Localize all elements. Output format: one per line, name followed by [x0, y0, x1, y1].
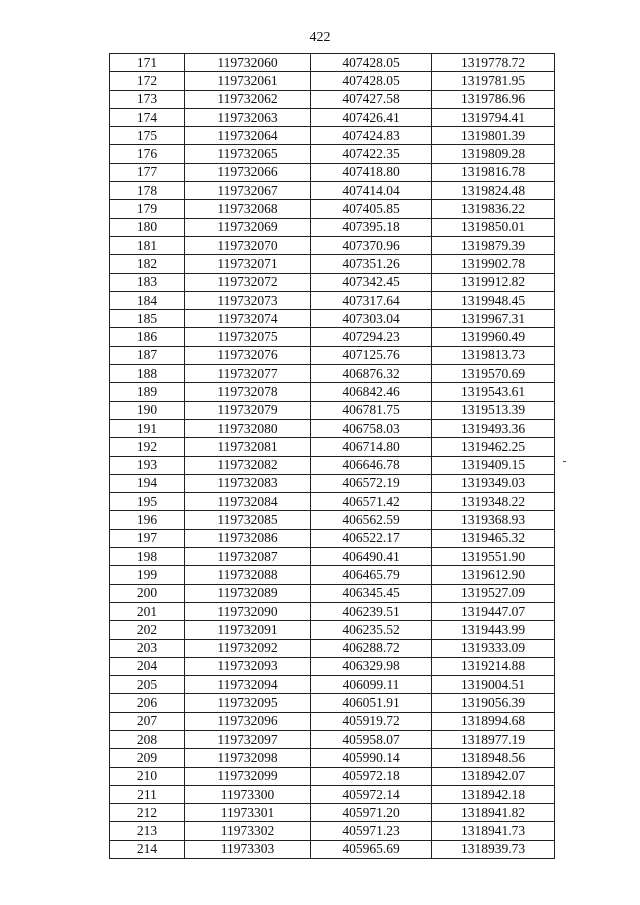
x-coordinate-cell: 406329.98 — [311, 657, 432, 675]
x-coordinate-cell: 406876.32 — [311, 365, 432, 383]
table-row — [110, 383, 555, 401]
row-index-cell: 213 — [110, 822, 185, 840]
y-coordinate-cell: 1319570.69 — [432, 365, 555, 383]
point-id-cell: 119732079 — [185, 401, 311, 419]
table-row — [110, 72, 555, 90]
x-coordinate-cell: 406051.91 — [311, 694, 432, 712]
row-index-cell: 210 — [110, 767, 185, 785]
x-coordinate-cell: 406345.45 — [311, 584, 432, 602]
row-index-cell: 183 — [110, 273, 185, 291]
point-id-cell: 119732073 — [185, 291, 311, 309]
y-coordinate-cell: 1318948.56 — [432, 749, 555, 767]
table-row — [110, 749, 555, 767]
table-row — [110, 602, 555, 620]
point-id-cell: 11973301 — [185, 804, 311, 822]
table-row — [110, 145, 555, 163]
point-id-cell: 119732070 — [185, 236, 311, 254]
point-id-cell: 119732097 — [185, 730, 311, 748]
row-index-cell: 200 — [110, 584, 185, 602]
table-row — [110, 365, 555, 383]
row-index-cell: 195 — [110, 493, 185, 511]
table-row — [110, 712, 555, 730]
row-index-cell: 198 — [110, 548, 185, 566]
point-id-cell: 119732076 — [185, 346, 311, 364]
y-coordinate-cell: 1319794.41 — [432, 108, 555, 126]
y-coordinate-cell: 1319368.93 — [432, 511, 555, 529]
x-coordinate-cell: 407294.23 — [311, 328, 432, 346]
y-coordinate-cell: 1318994.68 — [432, 712, 555, 730]
y-coordinate-cell: 1319443.99 — [432, 621, 555, 639]
row-index-cell: 203 — [110, 639, 185, 657]
x-coordinate-cell: 405971.20 — [311, 804, 432, 822]
table-row — [110, 639, 555, 657]
point-id-cell: 119732072 — [185, 273, 311, 291]
point-id-cell: 119732061 — [185, 72, 311, 90]
table-row — [110, 218, 555, 236]
y-coordinate-cell: 1319902.78 — [432, 255, 555, 273]
row-index-cell: 181 — [110, 236, 185, 254]
row-index-cell: 214 — [110, 840, 185, 858]
row-index-cell: 192 — [110, 438, 185, 456]
row-index-cell: 179 — [110, 200, 185, 218]
point-id-cell: 119732085 — [185, 511, 311, 529]
point-id-cell: 119732074 — [185, 310, 311, 328]
x-coordinate-cell: 407125.76 — [311, 346, 432, 364]
table-row — [110, 548, 555, 566]
x-coordinate-cell: 406572.19 — [311, 474, 432, 492]
row-index-cell: 194 — [110, 474, 185, 492]
x-coordinate-cell: 407428.05 — [311, 54, 432, 72]
table-row — [110, 346, 555, 364]
x-coordinate-cell: 407424.83 — [311, 127, 432, 145]
table-row — [110, 182, 555, 200]
row-index-cell: 199 — [110, 566, 185, 584]
x-coordinate-cell: 407426.41 — [311, 108, 432, 126]
x-coordinate-cell: 406571.42 — [311, 493, 432, 511]
y-coordinate-cell: 1319493.36 — [432, 419, 555, 437]
x-coordinate-cell: 406239.51 — [311, 602, 432, 620]
y-coordinate-cell: 1319447.07 — [432, 602, 555, 620]
table-row — [110, 822, 555, 840]
row-index-cell: 178 — [110, 182, 185, 200]
x-coordinate-cell: 407342.45 — [311, 273, 432, 291]
table-row — [110, 255, 555, 273]
row-index-cell: 182 — [110, 255, 185, 273]
x-coordinate-cell: 407405.85 — [311, 200, 432, 218]
row-index-cell: 180 — [110, 218, 185, 236]
table-row — [110, 566, 555, 584]
row-index-cell: 209 — [110, 749, 185, 767]
point-id-cell: 119732092 — [185, 639, 311, 657]
y-coordinate-cell: 1318942.07 — [432, 767, 555, 785]
y-coordinate-cell: 1319813.73 — [432, 346, 555, 364]
point-id-cell: 119732064 — [185, 127, 311, 145]
y-coordinate-cell: 1319967.31 — [432, 310, 555, 328]
x-coordinate-cell: 405965.69 — [311, 840, 432, 858]
y-coordinate-cell: 1319801.39 — [432, 127, 555, 145]
point-id-cell: 119732066 — [185, 163, 311, 181]
row-index-cell: 172 — [110, 72, 185, 90]
row-index-cell: 171 — [110, 54, 185, 72]
table-row — [110, 676, 555, 694]
point-id-cell: 119732080 — [185, 419, 311, 437]
point-id-cell: 119732086 — [185, 529, 311, 547]
point-id-cell: 119732099 — [185, 767, 311, 785]
table-row — [110, 108, 555, 126]
y-coordinate-cell: 1319333.09 — [432, 639, 555, 657]
point-id-cell: 119732098 — [185, 749, 311, 767]
point-id-cell: 119732063 — [185, 108, 311, 126]
table-row — [110, 273, 555, 291]
point-id-cell: 119732091 — [185, 621, 311, 639]
row-index-cell: 174 — [110, 108, 185, 126]
row-index-cell: 206 — [110, 694, 185, 712]
x-coordinate-cell: 406522.17 — [311, 529, 432, 547]
x-coordinate-cell: 406465.79 — [311, 566, 432, 584]
point-id-cell: 119732083 — [185, 474, 311, 492]
table-row — [110, 584, 555, 602]
x-coordinate-cell: 407422.35 — [311, 145, 432, 163]
point-id-cell: 119732069 — [185, 218, 311, 236]
point-id-cell: 119732082 — [185, 456, 311, 474]
y-coordinate-cell: 1318941.73 — [432, 822, 555, 840]
x-coordinate-cell: 407395.18 — [311, 218, 432, 236]
table-row — [110, 694, 555, 712]
y-coordinate-cell: 1318941.82 — [432, 804, 555, 822]
row-index-cell: 186 — [110, 328, 185, 346]
row-index-cell: 176 — [110, 145, 185, 163]
table-row — [110, 200, 555, 218]
table-row — [110, 730, 555, 748]
y-coordinate-cell: 1318942.18 — [432, 785, 555, 803]
row-index-cell: 211 — [110, 785, 185, 803]
table-row — [110, 54, 555, 72]
row-index-cell: 207 — [110, 712, 185, 730]
x-coordinate-cell: 406099.11 — [311, 676, 432, 694]
y-coordinate-cell: 1319778.72 — [432, 54, 555, 72]
x-coordinate-cell: 407351.26 — [311, 255, 432, 273]
x-coordinate-cell: 407427.58 — [311, 90, 432, 108]
x-coordinate-cell: 406562.59 — [311, 511, 432, 529]
point-id-cell: 119732075 — [185, 328, 311, 346]
row-index-cell: 212 — [110, 804, 185, 822]
y-coordinate-cell: 1319214.88 — [432, 657, 555, 675]
table-row — [110, 474, 555, 492]
y-coordinate-cell: 1319004.51 — [432, 676, 555, 694]
point-id-cell: 119732089 — [185, 584, 311, 602]
x-coordinate-cell: 405958.07 — [311, 730, 432, 748]
y-coordinate-cell: 1319348.22 — [432, 493, 555, 511]
row-index-cell: 205 — [110, 676, 185, 694]
y-coordinate-cell: 1319879.39 — [432, 236, 555, 254]
y-coordinate-cell: 1319465.32 — [432, 529, 555, 547]
point-id-cell: 119732090 — [185, 602, 311, 620]
table-row — [110, 493, 555, 511]
table-row — [110, 511, 555, 529]
table-row — [110, 804, 555, 822]
point-id-cell: 119732065 — [185, 145, 311, 163]
row-index-cell: 191 — [110, 419, 185, 437]
table-row — [110, 291, 555, 309]
x-coordinate-cell: 407370.96 — [311, 236, 432, 254]
margin-mark — [563, 461, 566, 462]
point-id-cell: 11973302 — [185, 822, 311, 840]
table-row — [110, 456, 555, 474]
row-index-cell: 177 — [110, 163, 185, 181]
x-coordinate-cell: 406288.72 — [311, 639, 432, 657]
point-id-cell: 11973300 — [185, 785, 311, 803]
row-index-cell: 184 — [110, 291, 185, 309]
y-coordinate-cell: 1319781.95 — [432, 72, 555, 90]
point-id-cell: 11973303 — [185, 840, 311, 858]
y-coordinate-cell: 1319948.45 — [432, 291, 555, 309]
x-coordinate-cell: 406490.41 — [311, 548, 432, 566]
table-row — [110, 657, 555, 675]
row-index-cell: 187 — [110, 346, 185, 364]
x-coordinate-cell: 407414.04 — [311, 182, 432, 200]
y-coordinate-cell: 1319056.39 — [432, 694, 555, 712]
point-id-cell: 119732096 — [185, 712, 311, 730]
table-row — [110, 621, 555, 639]
y-coordinate-cell: 1319786.96 — [432, 90, 555, 108]
row-index-cell: 204 — [110, 657, 185, 675]
x-coordinate-cell: 405990.14 — [311, 749, 432, 767]
y-coordinate-cell: 1319462.25 — [432, 438, 555, 456]
coordinates-table-body — [110, 54, 555, 859]
point-id-cell: 119732087 — [185, 548, 311, 566]
y-coordinate-cell: 1319513.39 — [432, 401, 555, 419]
table-row — [110, 419, 555, 437]
x-coordinate-cell: 405919.72 — [311, 712, 432, 730]
point-id-cell: 119732088 — [185, 566, 311, 584]
point-id-cell: 119732094 — [185, 676, 311, 694]
row-index-cell: 190 — [110, 401, 185, 419]
y-coordinate-cell: 1319850.01 — [432, 218, 555, 236]
x-coordinate-cell: 405971.23 — [311, 822, 432, 840]
table-row — [110, 328, 555, 346]
y-coordinate-cell: 1319809.28 — [432, 145, 555, 163]
y-coordinate-cell: 1318977.19 — [432, 730, 555, 748]
row-index-cell: 208 — [110, 730, 185, 748]
row-index-cell: 202 — [110, 621, 185, 639]
y-coordinate-cell: 1319551.90 — [432, 548, 555, 566]
x-coordinate-cell: 407418.80 — [311, 163, 432, 181]
table-row — [110, 401, 555, 419]
point-id-cell: 119732062 — [185, 90, 311, 108]
row-index-cell: 189 — [110, 383, 185, 401]
table-row — [110, 310, 555, 328]
x-coordinate-cell: 407303.04 — [311, 310, 432, 328]
point-id-cell: 119732081 — [185, 438, 311, 456]
point-id-cell: 119732060 — [185, 54, 311, 72]
page-number: 422 — [309, 30, 331, 45]
table-row — [110, 90, 555, 108]
y-coordinate-cell: 1319836.22 — [432, 200, 555, 218]
point-id-cell: 119732078 — [185, 383, 311, 401]
x-coordinate-cell: 405972.14 — [311, 785, 432, 803]
x-coordinate-cell: 406781.75 — [311, 401, 432, 419]
y-coordinate-cell: 1319543.61 — [432, 383, 555, 401]
x-coordinate-cell: 405972.18 — [311, 767, 432, 785]
point-id-cell: 119732084 — [185, 493, 311, 511]
row-index-cell: 188 — [110, 365, 185, 383]
x-coordinate-cell: 406714.80 — [311, 438, 432, 456]
row-index-cell: 193 — [110, 456, 185, 474]
table-row — [110, 163, 555, 181]
y-coordinate-cell: 1319409.15 — [432, 456, 555, 474]
x-coordinate-cell: 406758.03 — [311, 419, 432, 437]
row-index-cell: 201 — [110, 602, 185, 620]
table-row — [110, 785, 555, 803]
y-coordinate-cell: 1319612.90 — [432, 566, 555, 584]
x-coordinate-cell: 407317.64 — [311, 291, 432, 309]
table-row — [110, 529, 555, 547]
y-coordinate-cell: 1319824.48 — [432, 182, 555, 200]
y-coordinate-cell: 1319349.03 — [432, 474, 555, 492]
y-coordinate-cell: 1319960.49 — [432, 328, 555, 346]
point-id-cell: 119732067 — [185, 182, 311, 200]
row-index-cell: 196 — [110, 511, 185, 529]
y-coordinate-cell: 1318939.73 — [432, 840, 555, 858]
table-row — [110, 840, 555, 858]
x-coordinate-cell: 407428.05 — [311, 72, 432, 90]
point-id-cell: 119732077 — [185, 365, 311, 383]
y-coordinate-cell: 1319912.82 — [432, 273, 555, 291]
point-id-cell: 119732071 — [185, 255, 311, 273]
point-id-cell: 119732093 — [185, 657, 311, 675]
row-index-cell: 197 — [110, 529, 185, 547]
point-id-cell: 119732095 — [185, 694, 311, 712]
coordinates-table — [109, 53, 555, 859]
table-row — [110, 127, 555, 145]
row-index-cell: 175 — [110, 127, 185, 145]
x-coordinate-cell: 406842.46 — [311, 383, 432, 401]
table-row — [110, 438, 555, 456]
x-coordinate-cell: 406235.52 — [311, 621, 432, 639]
x-coordinate-cell: 406646.78 — [311, 456, 432, 474]
row-index-cell: 173 — [110, 90, 185, 108]
table-row — [110, 767, 555, 785]
table-row — [110, 236, 555, 254]
point-id-cell: 119732068 — [185, 200, 311, 218]
y-coordinate-cell: 1319527.09 — [432, 584, 555, 602]
y-coordinate-cell: 1319816.78 — [432, 163, 555, 181]
row-index-cell: 185 — [110, 310, 185, 328]
